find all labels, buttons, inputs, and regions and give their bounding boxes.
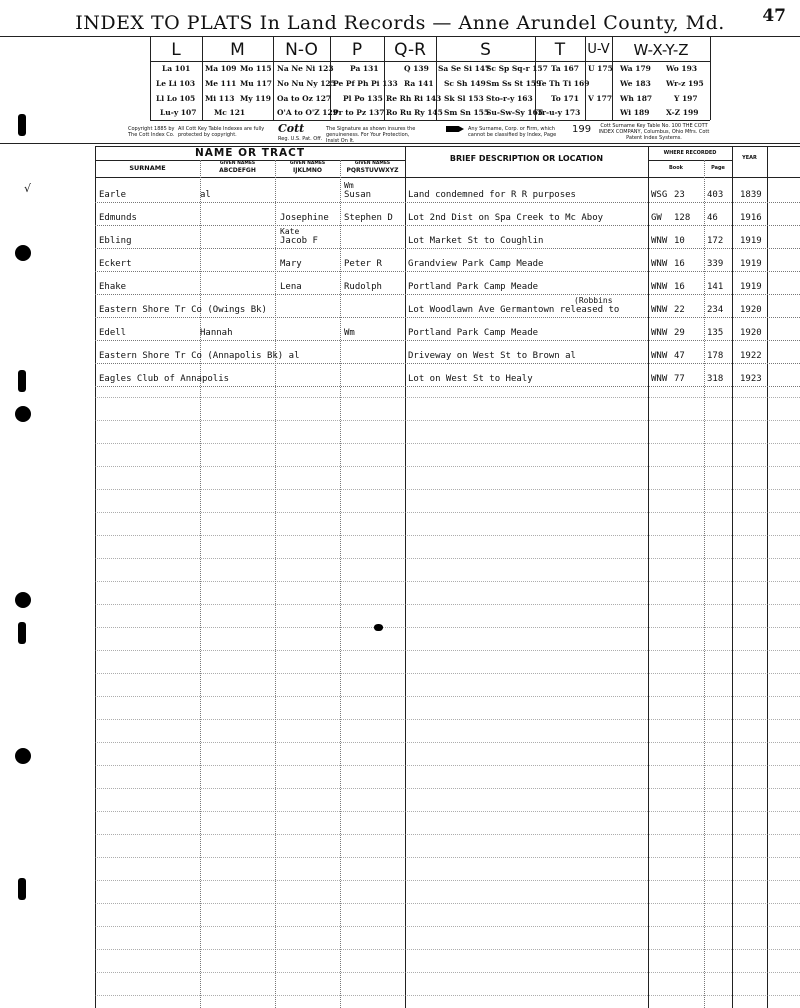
letter-W-X-Y-Z: W-X-Y-Z [633,41,689,59]
col-line [405,146,406,1008]
row-rule [95,949,800,950]
row-rule [95,294,800,295]
entry-book: 128 [674,213,691,223]
page-header: Page [711,165,725,171]
row-rule [95,225,800,226]
binder-hole [15,592,31,608]
where-recorded-header: WHERE RECORDED [663,150,717,156]
entry-surname: Ehake [99,282,127,292]
entry-book-prefix: WNW [651,282,668,292]
entry-book-prefix: WNW [651,328,668,338]
key-cell: V 177 [588,94,613,103]
row-rule [95,340,800,341]
surnames-note: Any Surname, Corp. or Firm, which cannot be classified by Index, Page [468,126,557,138]
given-names-header: GIVEN NAMES [289,161,326,166]
entry-note-above: Wm [344,181,354,190]
row-rule [95,317,800,318]
entry-book-prefix: WNW [651,305,668,315]
row-rule [95,248,800,249]
entry-given3: Stephen D [344,213,393,223]
year-header: YEAR [742,155,757,161]
key-cell: Te Th Ti 169 [537,79,590,88]
entry-given2: Lena [280,282,302,292]
letter-Q-R: Q-R [394,40,426,60]
key-cell: No Nu Ny 125 [277,79,336,88]
entry-page: 318 [707,374,724,384]
signature-note: The Signature as shown insures the genuineness. For Your Protection, Insist On It. [326,126,416,144]
entry-book-prefix: WNW [651,236,668,246]
entry-book: 16 [674,282,685,292]
given-names-header: GIVEN NAMES [219,161,256,166]
entry-given3: Susan [344,190,372,200]
given-names-range: PQRSTUVWXYZ [346,167,399,174]
key-cell: Pa 131 [350,64,379,73]
key-cell: Sm Sn 155 [444,108,490,117]
key-cell: Wa 179 [620,64,651,73]
key-cell: Wi 189 [620,108,650,117]
entry-surname: Eastern Shore Tr Co (Owings Bk) [99,305,267,315]
entry-page: 135 [707,328,724,338]
row-rule [95,995,800,996]
key-cell: Wh 187 [620,94,653,103]
key-cell: To 171 [551,94,579,103]
binder-tab [18,370,26,392]
entry-given2: Jacob F [280,236,318,246]
where-header-rule [648,160,732,161]
key-cell: Pl Po 135 [343,94,383,103]
entry-surname: Earle [99,190,127,200]
row-rule [95,880,800,881]
row-rule [95,811,800,812]
key-cell: La 101 [162,64,191,73]
row-rule [95,604,800,605]
key-cell: Na Ne Ni 123 [277,64,334,73]
letter-U-V: U-V [587,42,610,57]
book-header: Book [668,165,683,171]
entry-page: 141 [707,282,724,292]
col-line [732,146,733,1008]
key-col-line [710,36,711,120]
key-cell: Mc 121 [214,108,246,117]
key-cell: Lu-y 107 [160,108,197,117]
entry-year: 1919 [740,282,762,292]
key-cell: Mo 115 [240,64,272,73]
row-rule [95,972,800,973]
entry-book-prefix: WNW [651,374,668,384]
key-cell: Sc Sh 149 [444,79,486,88]
entry-note-above: (Robbins [574,296,613,305]
protection-note: All Cott Key Table Indexes are fully protected by copyright. [178,126,265,138]
letter-L: L [171,40,181,60]
surname-header: SURNAME [129,164,166,172]
entry-book: 16 [674,259,685,269]
key-cell: Q 139 [404,64,429,73]
entry-page: 172 [707,236,724,246]
row-rule [95,535,800,536]
row-rule [95,650,800,651]
row-rule [95,719,800,720]
entry-year: 1919 [740,259,762,269]
key-cell: Su-Sw-Sy 165 [486,108,544,117]
entry-given3: Wm [344,328,355,338]
entry-year: 1923 [740,374,762,384]
key-cell: Ro Ru Ry 145 [386,108,443,117]
entry-book-prefix: GW [651,213,662,223]
binder-hole [15,748,31,764]
key-table-top-rule [0,36,800,37]
row-rule [95,673,800,674]
entry-book: 23 [674,190,685,200]
entry-note-above: Kate [280,227,300,236]
binder-tab [18,878,26,900]
letter-M: M [230,40,245,60]
key-table-bottom-rule [150,120,710,121]
entry-book: 77 [674,374,685,384]
entry-given2: Mary [280,259,302,269]
entry-description: Portland Park Camp Meade [408,328,539,338]
entry-surname: Ebling [99,236,132,246]
entry-year: 1916 [740,213,762,223]
row-rule [95,202,800,203]
row-rule [95,489,800,490]
entry-description: Lot Woodlawn Ave Germantown released to [408,305,620,315]
row-rule [95,903,800,904]
entry-description: Driveway on West St to Brown al [408,351,576,361]
row-rule [95,420,800,421]
key-cell: Pe Pf Ph Pi 133 [333,79,398,88]
company-note: Cott Surname Key Table No. 100 THE COTT INDEX COMPANY, Columbus, Ohio Mfrs. Cott Patent Index Systems. [598,123,710,141]
row-rule [95,742,800,743]
ink-blot [374,624,383,631]
entry-book: 47 [674,351,685,361]
key-cell: Ma 109 [205,64,237,73]
entry-book: 10 [674,236,685,246]
row-rule [95,857,800,858]
col-line [648,146,649,1008]
letter-N-O: N-O [285,40,318,60]
page-title: INDEX TO PLATS In Land Records — Anne Arundel County, Md. [75,12,725,34]
col-line [95,146,96,1008]
row-rule [95,627,800,628]
binder-hole [15,406,31,422]
key-cell: Tr-u-y 173 [537,108,581,117]
key-cell: Ra 141 [404,79,434,88]
key-cell: Wr-z 195 [666,79,704,88]
row-rule [95,512,800,513]
trademark-note: Reg. U.S. Pat. Off. [278,136,323,142]
given-names-range: ABCDEFGH [219,167,256,174]
entry-page: 403 [707,190,724,200]
pointing-hand-icon [446,126,464,132]
entry-description: Lot on West St to Healy [408,374,533,384]
key-cell: Mi 113 [205,94,235,103]
entry-surname: Edmunds [99,213,137,223]
key-cell: U 175 [588,64,613,73]
row-rule [95,443,800,444]
entry-page: 339 [707,259,724,269]
entry-surname: Eastern Shore Tr Co (Annapolis Bk) al [99,351,300,361]
key-cell: Y 197 [674,94,698,103]
entry-given1: al [200,190,211,200]
key-cell: Wo 193 [666,64,698,73]
key-cell: Le Li 103 [156,79,196,88]
binder-hole [15,245,31,261]
letter-S: S [480,40,491,60]
copyright-note: Copyright 1885 by The Cott Index Co. [128,126,175,138]
entry-given3: Peter R [344,259,382,269]
key-cell: Mu 117 [240,79,273,88]
entry-book-prefix: WSG [651,190,668,200]
key-cell: Oa to Oz 127 [277,94,332,103]
row-rule [95,363,800,364]
key-cell: Sto-r-y 163 [486,94,533,103]
row-rule [95,271,800,272]
given-names-range: IJKLMNO [292,167,323,174]
key-cell: Sa Se Si 147 [438,64,491,73]
entry-description: Portland Park Camp Meade [408,282,539,292]
description-header: BRIEF DESCRIPTION OR LOCATION [449,154,604,163]
entry-year: 1920 [740,305,762,315]
key-cell: Re Rh Ri 143 [386,94,442,103]
entry-book-prefix: WNW [651,351,668,361]
row-rule [95,397,800,398]
entry-description: Grandview Park Camp Meade [408,259,544,269]
entry-surname: Eagles Club of Annapolis [99,374,230,384]
entry-book: 29 [674,328,685,338]
key-cell: X-Z 199 [666,108,699,117]
entry-description: Lot Market St to Coughlin [408,236,544,246]
row-rule [95,926,800,927]
given-names-header: GIVEN NAMES [354,161,391,166]
key-cell: Sc Sp Sq-r 157 [486,64,548,73]
binder-tab [18,622,26,644]
entry-page: 234 [707,305,724,315]
key-cell: O'A to O'Z 129 [277,108,338,117]
row-rule [95,765,800,766]
entry-given1: Hannah [200,328,233,338]
key-cell: My 119 [240,94,271,103]
entry-given3: Rudolph [344,282,382,292]
key-cell: We 183 [620,79,651,88]
row-rule [95,386,800,387]
entry-year: 1839 [740,190,762,200]
entry-surname: Edell [99,328,127,338]
col-line [767,146,768,1008]
surnames-page: 199 [572,124,592,135]
row-rule [95,788,800,789]
entry-description: Lot 2nd Dist on Spa Creek to Mc Aboy [408,213,604,223]
page-number: 47 [762,6,786,26]
key-cell: Ta 167 [551,64,579,73]
binder-tab [18,114,26,136]
entry-given2: Josephine [280,213,329,223]
margin-checkmark: √ [24,182,32,195]
row-rule [95,558,800,559]
entry-year: 1920 [740,328,762,338]
entry-year: 1919 [740,236,762,246]
entry-description: Land condemned for R R purposes [408,190,576,200]
key-cell: Sk Sl 153 [444,94,484,103]
entry-page: 46 [707,213,718,223]
key-cell: Sm Ss St 159 [486,79,542,88]
row-rule [95,834,800,835]
name-or-tract-header: NAME OR TRACT [194,147,306,159]
entry-book-prefix: WNW [651,259,668,269]
key-cell: Ll Lo 105 [156,94,196,103]
row-rule [95,581,800,582]
key-cell: Pr to Pz 137 [333,108,385,117]
row-rule [95,466,800,467]
letter-P: P [351,40,363,60]
cott-signature: Cott [278,122,305,135]
entry-book: 22 [674,305,685,315]
key-cell: Me 111 [205,79,237,88]
letter-T: T [554,40,566,60]
entry-year: 1922 [740,351,762,361]
entry-page: 178 [707,351,724,361]
row-rule [95,696,800,697]
entry-surname: Eckert [99,259,132,269]
